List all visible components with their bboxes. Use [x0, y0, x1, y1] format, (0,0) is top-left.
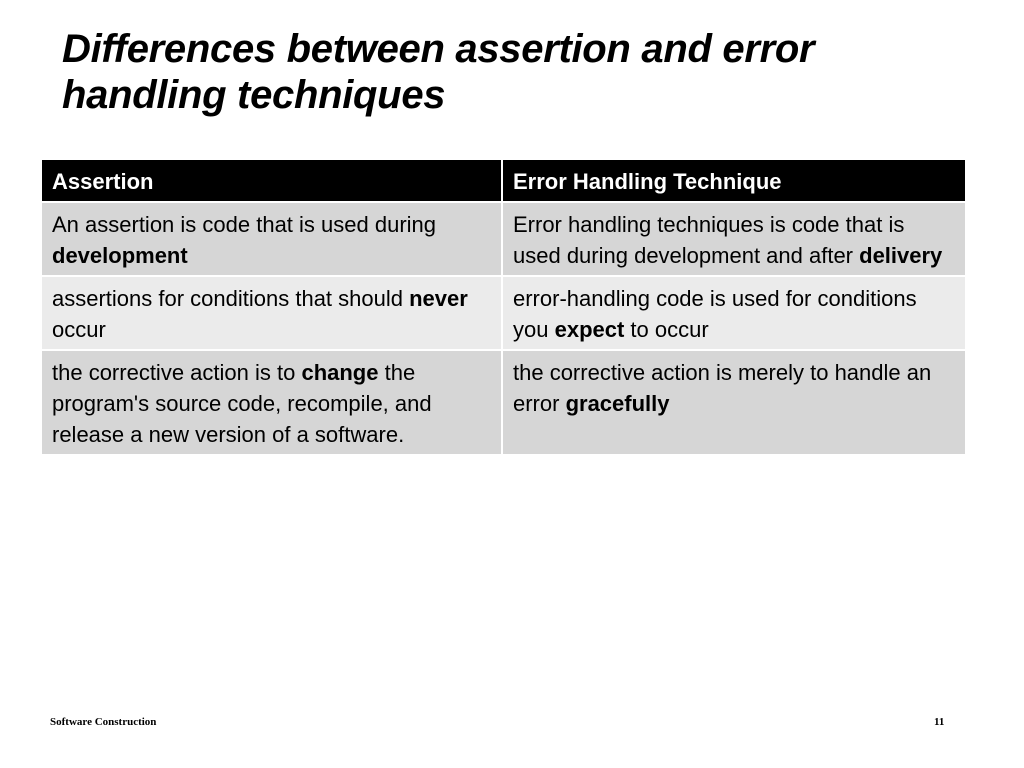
- cell-text: the program's source code, recompile, and release a new version of a software.: [52, 360, 432, 447]
- table-header-row: [41, 159, 966, 202]
- cell-assertion: [41, 350, 502, 455]
- table-row: [41, 276, 966, 350]
- cell-emphasis-text: delivery: [859, 243, 943, 268]
- cell-error-handling: [502, 202, 966, 276]
- header-assertion: Assertion: [41, 159, 502, 202]
- cell-text: the corrective action is to: [52, 360, 302, 385]
- cell-text: error-handling code is used for conditions you: [513, 286, 917, 342]
- cell-text: the corrective action is merely to handle an error: [513, 360, 932, 416]
- cell-emphasis-text: change: [301, 360, 379, 385]
- header-error-handling: Error Handling Technique: [502, 159, 966, 202]
- slide-title-line-1: Differences between assertion and error: [62, 27, 815, 71]
- table-body: [41, 202, 966, 455]
- cell-error-handling: [502, 276, 966, 350]
- cell-text: occur: [52, 317, 106, 342]
- table-row: [41, 202, 966, 276]
- cell-emphasis-text: never: [409, 286, 468, 311]
- cell-text: to occur: [624, 317, 709, 342]
- footer-page-number: 11: [934, 716, 945, 728]
- footer-course-name: Software Construction: [50, 716, 157, 728]
- cell-emphasis-text: expect: [554, 317, 625, 342]
- slide-title-line-2: handling techniques: [62, 73, 446, 117]
- table-row: [41, 350, 966, 455]
- cell-error-handling: [502, 350, 966, 455]
- cell-text: assertions for conditions that should: [52, 286, 410, 311]
- slide-title: [62, 26, 962, 118]
- cell-text: Error handling techniques is code that is used during development and after: [513, 212, 905, 268]
- cell-emphasis-text: gracefully: [565, 391, 670, 416]
- cell-text: An assertion is code that is used during: [52, 212, 437, 237]
- cell-assertion: [41, 202, 502, 276]
- cell-assertion: [41, 276, 502, 350]
- cell-emphasis-text: development: [52, 243, 188, 268]
- comparison-table: [40, 158, 967, 456]
